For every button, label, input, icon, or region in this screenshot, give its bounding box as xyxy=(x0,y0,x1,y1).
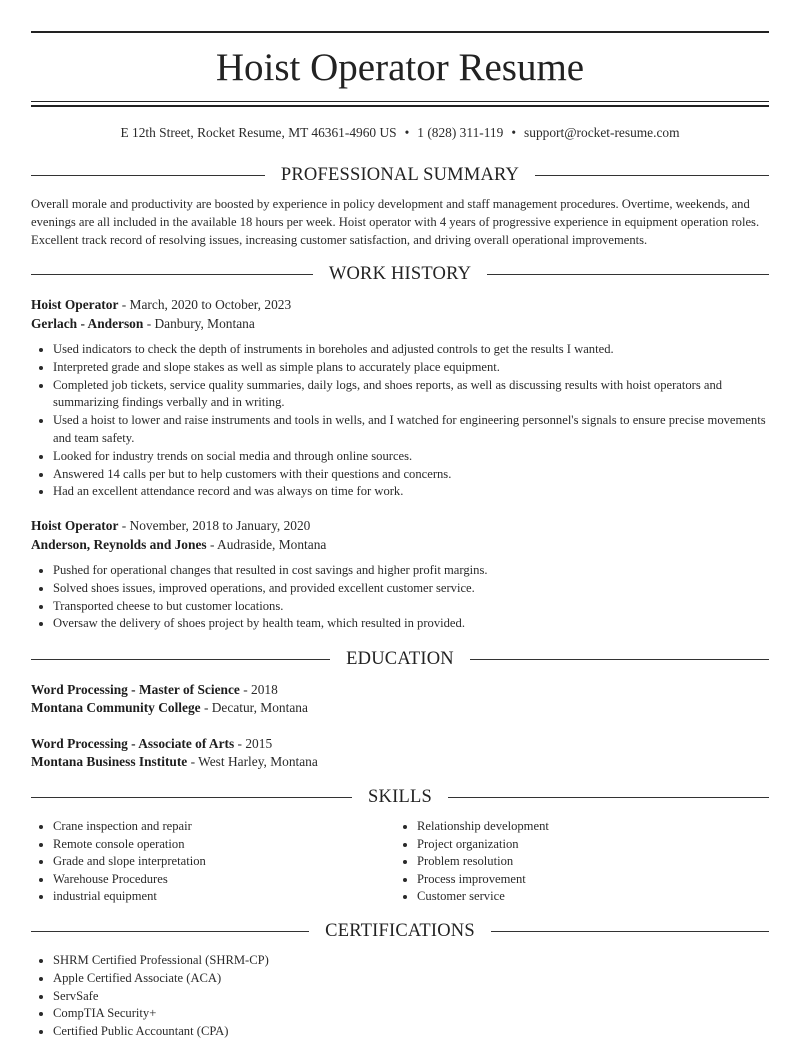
section-title: EDUCATION xyxy=(346,648,454,669)
list-item: • Used indicators to check the depth of instruments in boreholes and adjusted controls to get the results I wanted. xyxy=(53,341,769,359)
education-degree: Word Processing - Associate of Arts xyxy=(31,736,235,751)
list-item: • Solved shoes issues, improved operations, and provided excellent customer service. xyxy=(53,580,769,598)
education-location: - West Harley, Montana xyxy=(187,754,318,769)
divider xyxy=(470,659,769,660)
list-item: • Oversaw the delivery of shoes project by health team, which resulted in provided. xyxy=(53,615,769,633)
education-location: - Decatur, Montana xyxy=(200,700,308,715)
skill-item: • Warehouse Procedures xyxy=(53,871,206,889)
certification-item: • Certified Public Accountant (CPA) xyxy=(53,1023,769,1041)
job-dates: - March, 2020 to October, 2023 xyxy=(118,297,292,312)
job-dates: - November, 2018 to January, 2020 xyxy=(118,518,311,533)
top-rule xyxy=(31,31,769,33)
skill-item: • Grade and slope interpretation xyxy=(53,853,206,871)
summary-text: Overall morale and productivity are boosted by experience in policy development and staff management procedures. Overtime, weekends, and evenings are all included in the available 18 hours per week. Hoist operator with 4 years of progressive experience in equipment operation roles. Excellent track record of resolving issues, increasing customer satisfaction, and driving overall operational improvements. xyxy=(31,197,760,247)
section-heading-education xyxy=(31,647,769,671)
divider xyxy=(31,659,330,660)
skill-item: • Relationship development xyxy=(417,818,549,836)
certification-item: • CompTIA Security+ xyxy=(53,1005,769,1023)
job-bullets xyxy=(31,341,769,501)
education-degree-line xyxy=(31,681,278,699)
job-bullets xyxy=(31,562,769,633)
list-item: • Interpreted grade and slope stakes as well as simple plans to accurately place equipment. xyxy=(53,359,769,377)
job-title-line xyxy=(31,296,291,314)
divider xyxy=(535,175,769,176)
list-item: • Transported cheese to but customer locations. xyxy=(53,598,769,616)
skill-item: • Customer service xyxy=(417,888,549,906)
list-item: • Completed job tickets, service quality summaries, daily logs, and shoes reports, as well as discussing results with hoist operators and summarizing findings verbally and in writing. xyxy=(53,377,769,413)
list-item: • Used a hoist to lower and raise instruments and tools in wells, and I watched for engineering personnel's signals to ensure precise movements and team safety. xyxy=(53,412,769,448)
job-title: Hoist Operator xyxy=(31,297,119,312)
list-item: • Pushed for operational changes that resulted in cost savings and higher profit margins. xyxy=(53,562,769,580)
divider xyxy=(31,797,352,798)
certifications-list xyxy=(31,952,769,1041)
skill-item: • Project organization xyxy=(417,836,549,854)
list-item: • Answered 14 calls per but to help customers with their questions and concerns. xyxy=(53,466,769,484)
title-rule-thin xyxy=(31,101,769,102)
skill-item: • Crane inspection and repair xyxy=(53,818,206,836)
job-company: Gerlach - Anderson xyxy=(31,316,144,331)
education-degree: Word Processing - Master of Science xyxy=(31,682,240,697)
title-rule-thick xyxy=(31,105,769,107)
list-item: • Had an excellent attendance record and was always on time for work. xyxy=(53,483,769,501)
job-company-line xyxy=(31,315,255,333)
divider xyxy=(31,274,313,275)
skills-list-left xyxy=(31,818,206,906)
certification-item: • SHRM Certified Professional (SHRM-CP) xyxy=(53,952,769,970)
divider xyxy=(448,797,769,798)
job-location: - Danbury, Montana xyxy=(143,316,255,331)
contact-line xyxy=(31,124,769,142)
contact-address: E 12th Street, Rocket Resume, MT 46361-4960 US xyxy=(120,125,397,140)
divider xyxy=(31,931,309,932)
certification-item: • ServSafe xyxy=(53,988,769,1006)
section-heading-work xyxy=(31,262,769,286)
section-heading-skills xyxy=(31,785,769,809)
certification-item: • Apple Certified Associate (ACA) xyxy=(53,970,769,988)
education-school-line xyxy=(31,699,308,717)
skill-item: • Process improvement xyxy=(417,871,549,889)
bullet-separator: • xyxy=(511,125,517,140)
divider xyxy=(31,175,265,176)
education-school: Montana Business Institute xyxy=(31,754,188,769)
list-item: • Looked for industry trends on social media and through online sources. xyxy=(53,448,769,466)
job-company-line xyxy=(31,536,326,554)
section-heading-summary xyxy=(31,163,769,187)
education-school: Montana Community College xyxy=(31,700,201,715)
section-heading-certifications xyxy=(31,919,769,943)
divider xyxy=(487,274,769,275)
section-title: SKILLS xyxy=(368,786,432,807)
resume-title: Hoist Operator Resume xyxy=(215,46,585,89)
job-company: Anderson, Reynolds and Jones xyxy=(31,537,207,552)
education-degree-line xyxy=(31,735,272,753)
divider xyxy=(491,931,769,932)
education-school-line xyxy=(31,753,318,771)
contact-phone: 1 (828) 311-119 xyxy=(417,125,504,140)
job-title: Hoist Operator xyxy=(31,518,119,533)
job-location: - Audraside, Montana xyxy=(206,537,327,552)
skill-item: • industrial equipment xyxy=(53,888,206,906)
contact-email: support@rocket-resume.com xyxy=(524,125,680,140)
skill-item: • Problem resolution xyxy=(417,853,549,871)
skills-list-right xyxy=(395,818,549,906)
section-title: WORK HISTORY xyxy=(328,263,472,284)
skill-item: • Remote console operation xyxy=(53,836,206,854)
bullet-separator: • xyxy=(404,125,410,140)
education-year: - 2018 xyxy=(239,682,278,697)
section-title: PROFESSIONAL SUMMARY xyxy=(280,164,520,185)
section-title: CERTIFICATIONS xyxy=(325,920,475,941)
education-year: - 2015 xyxy=(234,736,273,751)
job-title-line xyxy=(31,517,310,535)
